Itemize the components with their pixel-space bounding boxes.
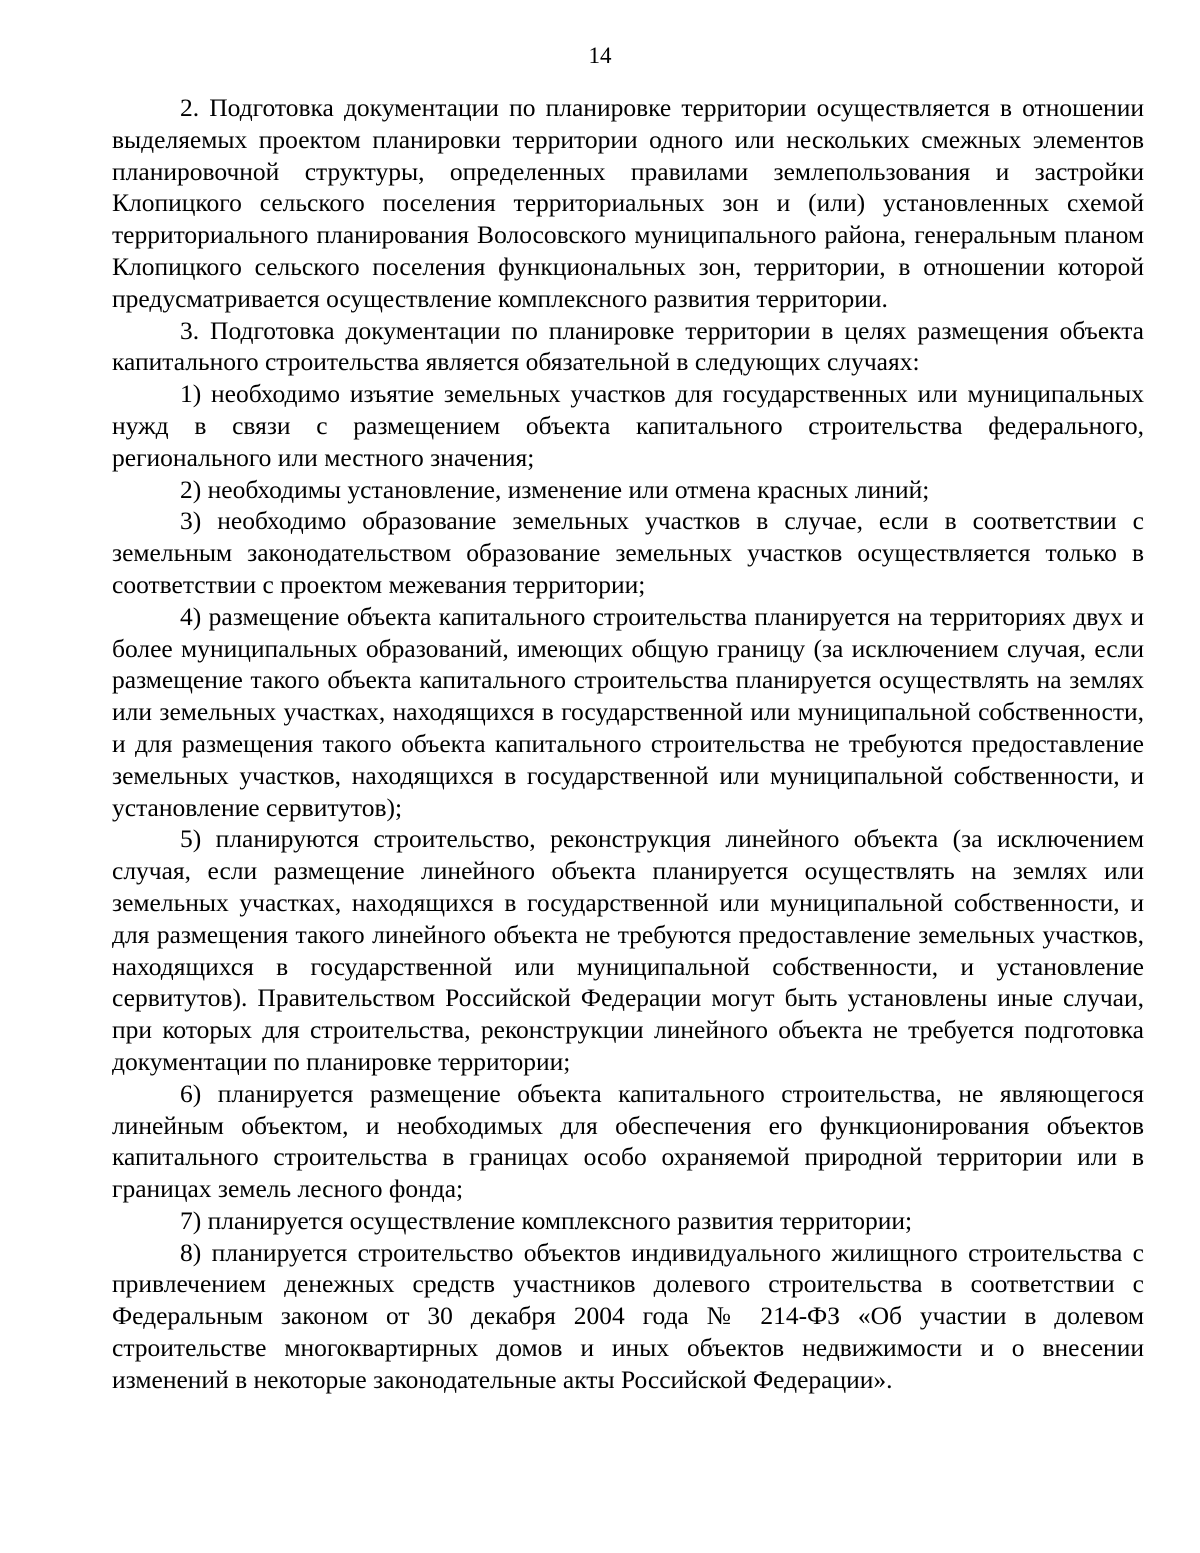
paragraph-3: 3. Подготовка документации по планировке территории в целях размещения объекта капитального строительства является обязательной в следующих случаях:	[112, 315, 1144, 377]
page-number: 14	[588, 43, 612, 68]
list-item-5: 5) планируются строительство, реконструкция линейного объекта (за исключением случая, если размещение линейного объекта планируется осуществлять на землях или земельных участках, находящихся в государственной или муниципальной собственности, и для размещения такого линейного объекта не требуются предоставление земельных участков, находящихся в государственной или муниципальной собственности, и установление сервитутов). Правительством Российской Федерации могут быть установлены иные случаи, при которых для строительства, реконструкции линейного объекта не требуется подготовка документации по планировке территории;	[112, 824, 1144, 1076]
document-body	[112, 92, 1144, 1396]
list-item-3: 3) необходимо образование земельных участков в случае, если в соответствии с земельным законодательством образование земельных участков осуществляется только в соответствии с проектом межевания территории;	[112, 506, 1144, 599]
list-item-8: 8) планируется строительство объектов индивидуального жилищного строительства с привлечением денежных средств участников долевого строительства в соответствии с Федеральным законом от 30 декабря 2004 года № 214-ФЗ «Об участии в долевом строительстве многоквартирных домов и иных объектов недвижимости и о внесении изменений в некоторые законодательные акты Российской Федерации».	[112, 1237, 1144, 1394]
list-item-4: 4) размещение объекта капитального строительства планируется на территориях двух и более муниципальных образований, имеющих общую границу (за исключением случая, если размещение такого объекта капитального строительства планируется осуществлять на землях или земельных участках, находящихся в государственной или муниципальной собственности, и для размещения такого объекта капитального строительства не требуются предоставление земельных участков, находящихся в государственной или муниципальной собственности, и установление сервитутов);	[112, 601, 1144, 822]
list-item-1: 1) необходимо изъятие земельных участков для государственных или муниципальных нужд в связи с размещением объекта капитального строительства федерального, регионального или местного значения;	[112, 379, 1144, 472]
list-item-2: 2) необходимы установление, изменение или отмена красных линий;	[180, 474, 930, 504]
list-item-6: 6) планируется размещение объекта капитального строительства, не являющегося линейным объектом, и необходимых для обеспечения его функционирования объектов капитального строительства в границах особо охраняемой природной территории или в границах земель лесного фонда;	[112, 1078, 1144, 1204]
paragraph-2: 2. Подготовка документации по планировке территории осуществляется в отношении выделяемых проектом планировки территории одного или нескольких смежных элементов планировочной структуры, определенных правилами землепользования и застройки Клопицкого сельского поселения территориальных зон и (или) установленных схемой территориального планирования Волосовского муниципального района, генеральным планом Клопицкого сельского поселения функциональных зон, территории, в отношении которой предусматривается осуществление комплексного развития территории.	[112, 93, 1144, 313]
list-item-7: 7) планируется осуществление комплексного развития территории;	[180, 1205, 913, 1235]
